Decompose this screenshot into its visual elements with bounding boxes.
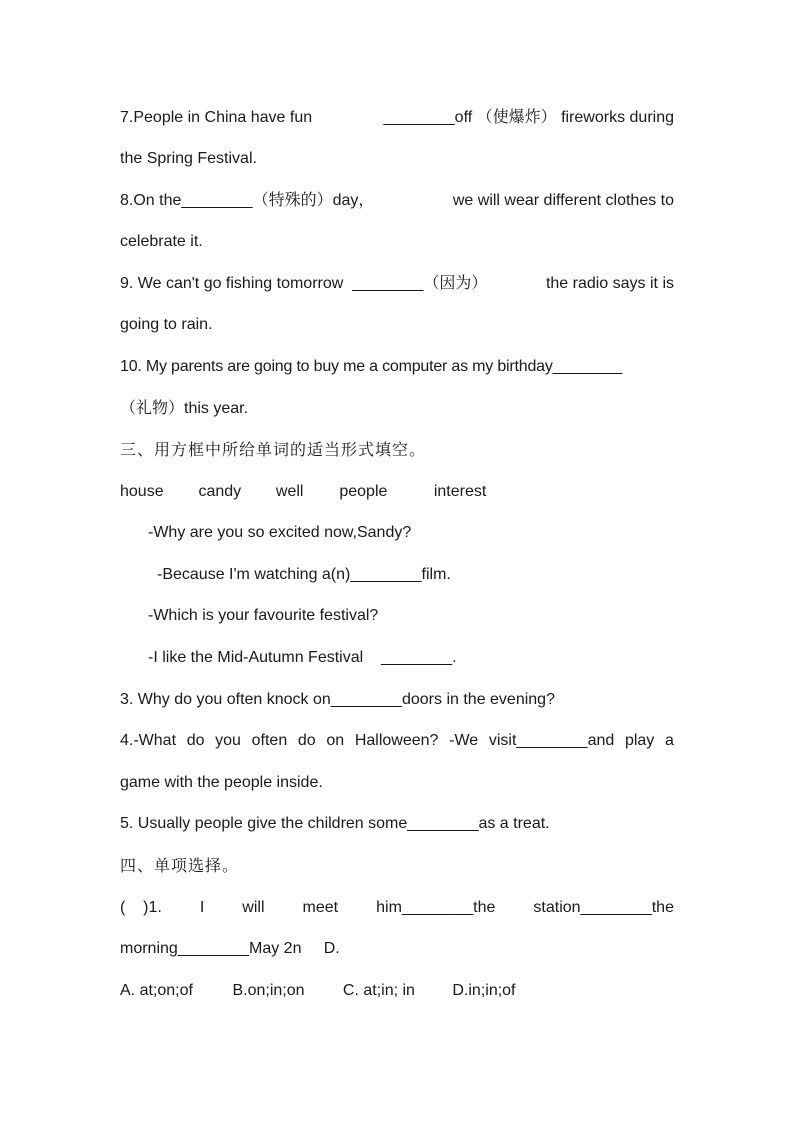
q1-word: ( )1. [120, 899, 162, 916]
question-9-part-1: 9. We can't go fishing tomorrow ________（因为） [120, 275, 488, 292]
q4-word: Halloween? [354, 732, 439, 749]
question-9-part-2: the radio says it is [545, 275, 674, 292]
q4-word: on [326, 732, 345, 749]
question-8-part-1: 8.On the________（特殊的）day， [120, 192, 375, 209]
section-4-options [120, 981, 674, 1001]
question-8-line-2: celebrate it. [120, 233, 203, 250]
section-3-question-4-line-1 [120, 731, 674, 751]
q1-word: him________the [376, 899, 496, 916]
q4-word: visit________and [488, 732, 615, 749]
question-7-part-1: 7.People in China have fun [120, 109, 313, 126]
option-b: B.on;in;on [232, 982, 305, 999]
question-8-part-2: we will wear different clothes to [452, 192, 674, 209]
word-well: well [275, 483, 304, 500]
question-7-line-2: the Spring Festival. [120, 150, 257, 167]
q4-word: do [297, 732, 316, 749]
q1-word: I [199, 899, 205, 916]
q4-word: play [624, 732, 655, 749]
q4-word: do [186, 732, 205, 749]
section-4-title: 四、单项选择。 [120, 856, 240, 875]
option-a: A. at;on;of [120, 982, 193, 999]
word-candy: candy [198, 483, 242, 500]
q4-word: often [251, 732, 288, 749]
question-8-line-1 [120, 191, 674, 211]
section-4-question-1-line-1 [120, 898, 674, 918]
section-3-dialogue-1: -Why are you so excited now,Sandy? [148, 524, 412, 541]
q1-word: station________the [533, 899, 674, 916]
option-c: C. at;in; in [342, 982, 415, 999]
question-10-line-2: （礼物）this year. [120, 400, 249, 417]
question-9-line-1 [120, 274, 674, 294]
section-3-question-3: 3. Why do you often knock on________doors in the evening? [120, 691, 555, 708]
section-3-dialogue-3: -Which is your favourite festival? [148, 607, 379, 624]
q4-word: you [215, 732, 241, 749]
q4-word: 4.-What [120, 732, 177, 749]
question-10-line-1: 10. My parents are going to buy me a computer as my birthday________ [120, 358, 623, 375]
section-3-question-5: 5. Usually people give the children some________as a treat. [120, 815, 550, 832]
word-box [120, 482, 674, 502]
word-people: people [339, 483, 388, 500]
question-9-line-2: going to rain. [120, 316, 213, 333]
section-4-question-1-line-2: morning________May 2n D. [120, 940, 340, 957]
q1-word: will [242, 899, 265, 916]
section-3-dialogue-4: -I like the Mid-Autumn Festival ________. [148, 649, 457, 666]
option-d: D.in;in;of [452, 982, 516, 999]
section-3-dialogue-2: -Because I'm watching a(n)________film. [157, 566, 451, 583]
question-7-line-1 [120, 108, 674, 128]
section-3-title: 三、用方框中所给单词的适当形式填空。 [120, 440, 427, 459]
q1-word: meet [302, 899, 339, 916]
q4-word: -We [449, 732, 479, 749]
word-house: house [120, 483, 164, 500]
section-3-question-4-line-2: game with the people inside. [120, 774, 323, 791]
question-7-part-2: ________off （使爆炸） fireworks during [383, 109, 674, 126]
q4-word: a [664, 732, 674, 749]
word-interest: interest [433, 483, 487, 500]
